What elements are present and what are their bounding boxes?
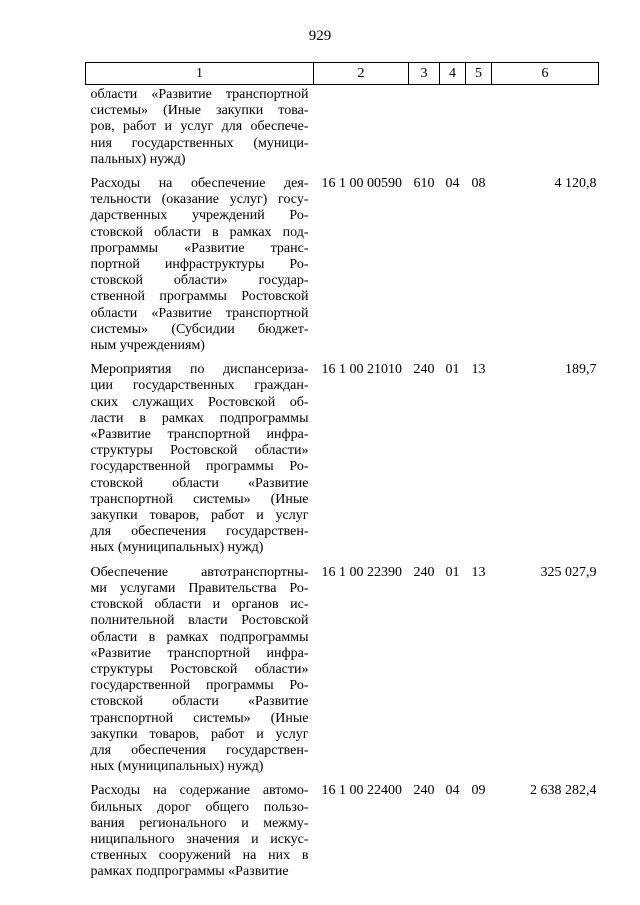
amount-value: 2 638 282,4 (530, 783, 597, 799)
description-line: закупки товаров, работ и услуг (90, 508, 309, 524)
description-line: ласти в рамках подпрограммы (90, 410, 309, 426)
description-line: стовской области «Развитие (90, 475, 309, 491)
description-line: государственной программы Ро- (90, 678, 309, 694)
description-line: ниципального значения и искус- (90, 831, 309, 847)
description-line: пальных) нужд) (90, 151, 186, 167)
description-line: для обеспечения государствен- (90, 524, 309, 540)
column-header: 1 (86, 63, 314, 85)
row-description (86, 783, 314, 888)
section (440, 85, 466, 177)
description-line: Мероприятия по диспансериза- (90, 362, 309, 378)
section: 01 (445, 564, 460, 580)
section: 01 (445, 362, 460, 378)
description-line: стовской области в рамках под- (90, 224, 309, 240)
description-line: структуры Ростовской области» (90, 443, 309, 459)
description-line: области «Развитие транспортной (90, 87, 309, 102)
description-line: бильных дорог общего пользо- (90, 799, 309, 815)
column-header: 5 (466, 63, 492, 85)
description-line: полнительной власти Ростовской (90, 613, 309, 629)
expense-type: 240 (413, 362, 435, 378)
subsection (466, 85, 492, 177)
description-line: программы «Развитие транс- (90, 240, 309, 256)
description-line: ным учреждениям) (90, 338, 205, 354)
column-header: 2 (314, 63, 409, 85)
expense-type (409, 85, 440, 177)
subsection: 13 (471, 564, 486, 580)
description-line: портной инфраструктуры Ро- (90, 257, 309, 273)
expense-type: 240 (413, 564, 435, 580)
section: 04 (445, 176, 460, 192)
budget-code: 16 1 00 00590 (321, 176, 402, 192)
table-row (86, 176, 599, 362)
budget-code: 16 1 00 22390 (321, 564, 402, 580)
description-line: вания регионального и межму- (90, 815, 309, 831)
table-row (86, 565, 599, 784)
amount-value (492, 85, 599, 177)
table-row (86, 362, 599, 564)
table-row (86, 85, 599, 177)
description-line: дарственных учреждений Ро- (90, 208, 309, 224)
description-line: системы» (Субсидии бюджет- (90, 321, 309, 337)
description-line: Расходы на обеспечение дея- (90, 176, 309, 192)
column-header: 4 (440, 63, 466, 85)
amount-value: 189,7 (565, 362, 597, 378)
description-line: тельности (оказание услуг) госу- (90, 192, 309, 208)
expense-type: 240 (413, 783, 435, 799)
subsection: 13 (471, 362, 486, 378)
budget-table (85, 62, 599, 889)
description-line: государственной программы Ро- (90, 459, 309, 475)
description-line: «Развитие транспортной инфра- (90, 427, 309, 443)
budget-code: 16 1 00 22400 (321, 783, 402, 799)
description-line: ственных сооружений на них в (90, 848, 309, 864)
description-line: Обеспечение автотранспортны- (90, 564, 309, 580)
description-line: рамках подпрограммы «Развитие (90, 864, 289, 880)
description-line: ных (муниципальных) нужд) (90, 759, 264, 775)
description-line: ния государственных (муници- (90, 135, 309, 151)
row-description (86, 85, 314, 177)
description-line: транспортной системы» (Иные (90, 491, 309, 507)
description-line: «Развитие транспортной инфра- (90, 645, 309, 661)
table-row (86, 783, 599, 888)
row-description (86, 176, 314, 362)
subsection: 08 (471, 176, 486, 192)
description-line: стовской области и органов ис- (90, 597, 309, 613)
description-line: структуры Ростовской области» (90, 661, 309, 677)
description-line: для обеспечения государствен- (90, 742, 309, 758)
page-number: 929 (308, 28, 332, 44)
amount-value: 4 120,8 (554, 176, 597, 192)
description-line: ных (муниципальных) нужд) (90, 540, 264, 556)
column-header: 6 (492, 63, 599, 85)
description-line: области «Развитие транспортной (90, 305, 309, 321)
budget-code: 16 1 00 21010 (321, 362, 402, 378)
description-line: ских служащих Ростовской об- (90, 394, 309, 410)
budget-code (314, 85, 409, 177)
section: 04 (445, 783, 460, 799)
description-line: стовской области» государ- (90, 273, 309, 289)
description-line: ственной программы Ростовской (90, 289, 309, 305)
amount-value: 325 027,9 (540, 564, 597, 580)
description-line: ции государственных граждан- (90, 378, 309, 394)
table-header-row (86, 63, 599, 85)
description-line: Расходы на содержание автомо- (90, 783, 309, 799)
description-line: закупки товаров, работ и услуг (90, 726, 309, 742)
description-line: области в рамках подпрограммы (90, 629, 309, 645)
column-header: 3 (409, 63, 440, 85)
description-line: стовской области «Развитие (90, 694, 309, 710)
description-line: транспортной системы» (Иные (90, 710, 309, 726)
row-description (86, 565, 314, 784)
description-line: ми услугами Правительства Ро- (90, 580, 309, 596)
row-description (86, 362, 314, 564)
description-line: системы» (Иные закупки това- (90, 103, 309, 119)
description-line: ров, работ и услуг для обеспече- (90, 119, 309, 135)
expense-type: 610 (413, 176, 435, 192)
subsection: 09 (471, 783, 486, 799)
